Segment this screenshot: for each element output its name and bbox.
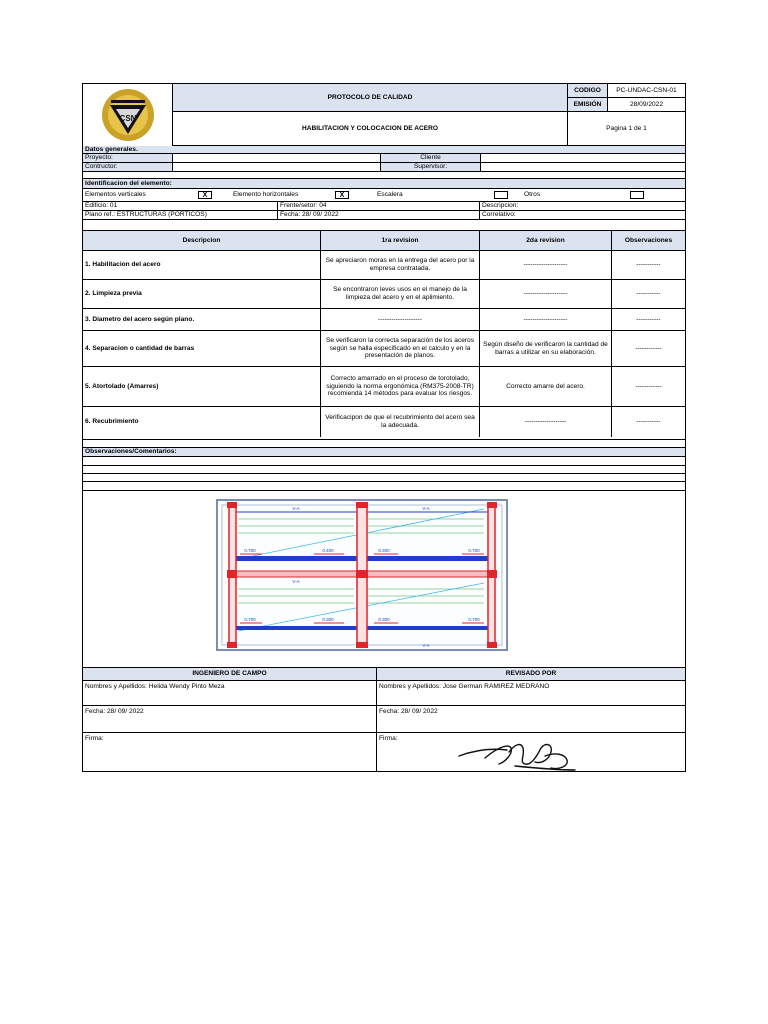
verticales-checkbox[interactable]: X <box>198 191 212 199</box>
label-dim: 0.300 <box>378 548 390 553</box>
comment-line[interactable] <box>83 474 685 482</box>
ingeniero-firma[interactable]: Firma: <box>85 735 104 742</box>
table-row-r1: Se verificaron la correcta separación de los aceros según se halla especificado en el calculo y en la presentación de planos. <box>320 331 479 367</box>
company-logo <box>101 88 155 142</box>
revisado-nombre: Nombres y Apellidos: Jose German RAMIREZ MEDRANO <box>376 681 685 706</box>
table-row-desc: 1. Habilitacion del acero <box>83 251 320 280</box>
element-type-row <box>83 189 685 202</box>
cliente-label: Cliente <box>380 154 480 163</box>
ingeniero-title: INGENIERO DE CAMPO <box>83 668 376 681</box>
protocol-subtitle: HABILITACION Y COLOCACION DE ACERO <box>172 112 567 146</box>
table-row-r1: Verificacipon de que el recubrimiento del acero sea la adecuada. <box>320 407 479 437</box>
label-dim: 0.700 <box>468 617 480 622</box>
label-dim: 0.300 <box>322 617 334 622</box>
col-header-1ra-revision: 1ra revision <box>320 231 479 251</box>
fecha-field: Fecha: 28/ 09/ 2022 <box>277 211 479 220</box>
codigo-value: PC-UNDAC-CSN-01 <box>607 84 685 98</box>
label-va: V-A <box>292 579 300 584</box>
rebar-plan-drawing <box>216 499 508 651</box>
contractor-field[interactable] <box>172 163 380 172</box>
cliente-field[interactable] <box>480 154 685 163</box>
protocol-title: PROTOCOLO DE CALIDAD <box>172 84 567 112</box>
col-header-observaciones: Observaciones <box>611 231 685 251</box>
table-row-obs: ----------- <box>611 407 685 437</box>
table-row-desc: 6. Recubrimiento <box>85 418 139 426</box>
proyecto-label: Proyecto: <box>83 154 172 163</box>
verticales-label: Elementos verticales <box>85 191 146 198</box>
label-dim: 0.400 <box>322 548 334 553</box>
otros-checkbox[interactable] <box>630 191 644 199</box>
table-row-desc: 5. Atortolado (Amarres) <box>83 367 320 407</box>
contractor-label: Contructor: <box>83 163 172 172</box>
table-row-desc: 2. Limpieza previa <box>83 280 320 309</box>
table-row-r2: -------------------- <box>479 251 611 280</box>
svg-text:CSN: CSN <box>119 114 136 123</box>
table-row-obs: ------------ <box>611 331 685 367</box>
datos-title: Datos generales. <box>83 146 685 154</box>
table-row-r1: Se apreciaron moras en la entrega del acero por la empresa contratada. <box>320 251 479 280</box>
page-number: Pagina 1 de 1 <box>567 112 685 146</box>
table-row-r1: -------------------- <box>320 309 479 331</box>
signature <box>455 734 583 774</box>
horizontales-checkbox[interactable]: X <box>335 191 349 199</box>
plano-field: Plano ref.: ESTRUCTURAS (PORTICOS) <box>83 211 277 220</box>
descripcion-field: Descripcion: <box>479 202 685 211</box>
label-dim: 0.300 <box>378 617 390 622</box>
table-row-obs: ----------- <box>611 280 685 309</box>
label-dim: 0.700 <box>244 548 256 553</box>
table-row-r2: -------------------- <box>479 280 611 309</box>
table-row-obs: ----------- <box>611 309 685 331</box>
table-row-r2: ------------------- <box>479 407 611 437</box>
identificacion-title: Identificacion del elemento: <box>83 179 685 189</box>
comment-line[interactable] <box>83 466 685 474</box>
table-row-r2: Correcto amarre del acero. <box>479 367 611 407</box>
spacer <box>83 172 685 179</box>
revisado-firma[interactable]: Firma: <box>376 733 685 771</box>
label-va: V-A <box>292 506 300 511</box>
col-header-2da-revision: 2da revision <box>479 231 611 251</box>
codigo-label: CODIGO <box>567 84 607 98</box>
revisado-title: REVISADO POR <box>376 668 685 681</box>
comment-line[interactable] <box>83 457 685 466</box>
correlativo-field: Correlativo: <box>479 211 685 220</box>
otros-label: Otros <box>524 191 541 198</box>
table-row-r2: Según diseño de verificaron la cantidad de barras a utilizar en su elaboración. <box>479 331 611 367</box>
supervisor-label: Supervisor: <box>380 163 480 172</box>
table-row-r1: Se encontraron leves usos en el manejo de la limpieza del acero y en el aplimiento. <box>320 280 479 309</box>
frente-field: Frente/setor: 04 <box>277 202 479 211</box>
comment-line[interactable] <box>83 482 685 491</box>
table-row-desc: 4. Separacion o cantidad de barras <box>83 331 320 367</box>
label-dim: 0.700 <box>468 548 480 553</box>
emision-label: EMISIÓN <box>567 98 607 112</box>
quality-protocol-sheet <box>82 83 686 772</box>
revision-table <box>83 231 685 439</box>
observaciones-title: Observaciones/Comentarios: <box>83 448 685 457</box>
supervisor-field[interactable] <box>480 163 685 172</box>
spacer <box>83 439 685 448</box>
label-va: V-A <box>422 643 430 648</box>
label-va: V-A <box>422 506 430 511</box>
ingeniero-nombre: Nombres y Apellidos: Helida Wendy Pinto Meza <box>83 681 376 706</box>
edificio-field: Edificio: 01 <box>83 202 277 211</box>
escalera-label: Escalera <box>377 191 403 198</box>
emision-value: 28/09/2022 <box>607 98 685 112</box>
escalera-checkbox[interactable] <box>494 191 508 199</box>
logo <box>83 84 172 146</box>
label-dim: 0.700 <box>244 617 256 622</box>
horizontales-label: Elemento horizontales <box>233 191 299 198</box>
proyecto-field[interactable] <box>172 154 380 163</box>
revisado-fecha: Fecha: 28/ 09/ 2022 <box>376 706 685 733</box>
ingeniero-fecha: Fecha: 28/ 09/ 2022 <box>83 706 376 733</box>
table-row-r1: Correcto amarrado en el proceso de torotolado, siguiendo la norma ergonómica (RM375-2008-TR) recomienda 14 métodos para evaluar los riesgos. <box>320 367 479 407</box>
table-row-obs: ----------- <box>611 251 685 280</box>
col-header-descripcion: Descripcion <box>83 231 320 251</box>
drawing-area <box>83 491 685 668</box>
table-row-r2: -------------------- <box>479 309 611 331</box>
table-row-desc: 3. Diametro del acero según plano. <box>83 309 320 331</box>
spacer <box>83 220 685 231</box>
table-row-obs: ------------ <box>611 367 685 407</box>
